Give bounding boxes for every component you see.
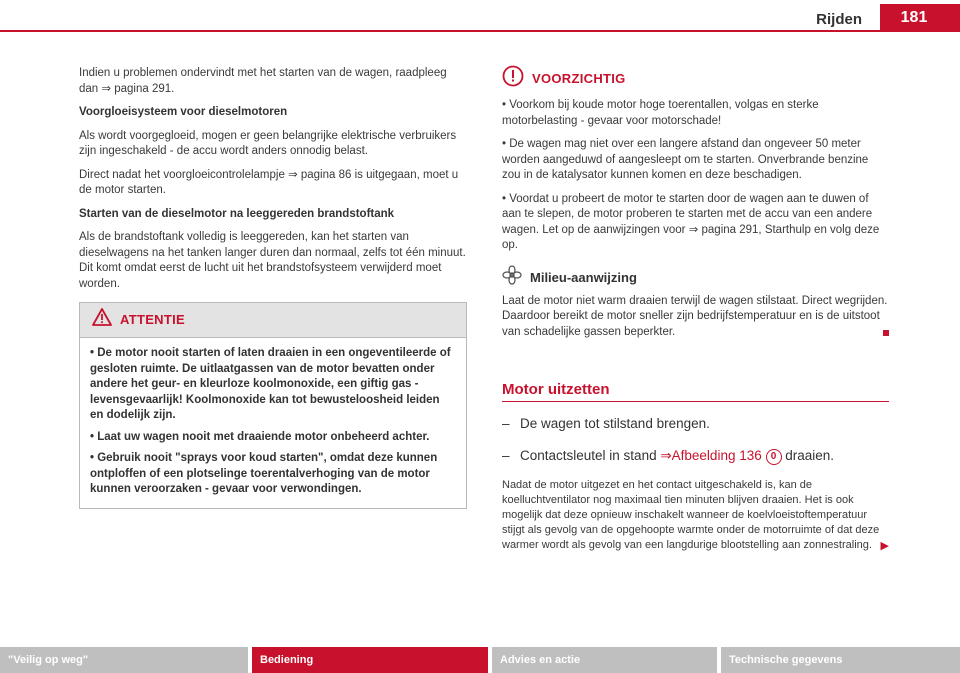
warning-title: ATTENTIE <box>120 312 185 328</box>
header-section-title: Rijden <box>816 11 862 28</box>
warning-box <box>79 302 467 509</box>
right-column <box>502 66 889 561</box>
end-of-section-marker <box>883 330 889 336</box>
warning-triangle-icon <box>92 308 112 332</box>
environment-paragraph: Laat de motor niet warm draaien terwijl de wagen stilstaat. Direct wegrijden. Daardoor bereikt de motor sneller zijn bedrijfstemperatuur en is de uitstoot van schadelijke gassen beperkter. <box>502 294 888 338</box>
footer-tab-operation[interactable]: Bediening <box>252 647 488 673</box>
step-text: Contactsleutel in stand <box>520 447 661 463</box>
header-rule <box>0 30 960 32</box>
figure-link[interactable]: ⇒Afbeelding 136 <box>660 447 762 463</box>
warning-body <box>80 338 466 508</box>
page-number: 181 <box>880 4 960 30</box>
environment-title: Milieu-aanwijzing <box>530 269 637 285</box>
step-item <box>502 446 889 466</box>
section-heading: Motor uitzetten <box>502 382 889 402</box>
caution-exclamation-icon <box>502 65 524 93</box>
warning-bullet: • De motor nooit starten of laten draaien in een ongeventileerde of gesloten ruimte. De uitlaatgassen van de motor bevatten onder andere het geur- en kleurloze koolmonoxide, een giftig gas - levensgevaarlijk! Koolmonoxide kan tot bewusteloosheid leiden en dodelijk zijn. <box>90 347 451 421</box>
step-dash: – <box>502 415 510 431</box>
heading-empty-tank: Starten van de dieselmotor na leeggereden brandstoftank <box>79 207 395 220</box>
caution-title: VOORZICHTIG <box>532 71 626 87</box>
footer-tab-safety[interactable]: "Veilig op weg" <box>0 647 248 673</box>
continue-arrow-icon: ▶ <box>880 539 889 552</box>
environment-header <box>502 266 889 290</box>
heading-preglow: Voorgloeisysteem voor dieselmotoren <box>79 106 288 118</box>
fan-note <box>502 478 889 553</box>
caution-bullet: • De wagen mag niet over een langere afstand dan ongeveer 50 meter worden aangeduwd of aangesleept om te starten. Onverbrande benzine zou in de katalysator kunnen komen en deze beschadigen. <box>502 138 869 181</box>
footer-nav <box>0 647 960 673</box>
position-marker: 0 <box>766 449 782 465</box>
fan-note-text: Nadat de motor uitgezet en het contact uitgeschakeld is, kan de koelluchtventilator nog maximaal tien minuten blijven draaien. Het is ook mogelijk dat deze opnieuw inschakelt wanneer de koelvloeistoftemperatuur stijgt als gevolg van de opgehoopte warmte onder de motorruimte of dat deze warmer wordt als gevolg van een langdurige blootstelling aan zonnestraling. <box>502 478 880 551</box>
caution-bullet: • Voorkom bij koude motor hoge toerentallen, volgas en sterke motorbelasting - gevaar voor motorschade! <box>502 99 819 127</box>
step-text-end: draaien. <box>781 447 835 463</box>
footer-tab-advice[interactable]: Advies en actie <box>492 647 717 673</box>
footer-tab-technical[interactable]: Technische gegevens <box>721 647 960 673</box>
warning-header <box>80 303 466 338</box>
preglow-lamp-paragraph: Direct nadat het voorgloeicontrolelampje ⇒ pagina 86 is uitgegaan, moet u de motor starten. <box>79 168 459 196</box>
preglow-paragraph: Als wordt voorgegloeid, mogen er geen belangrijke elektrische verbruikers zijn ingeschakeld - de accu wordt anders onnodig belast. <box>79 129 457 157</box>
intro-paragraph: Indien u problemen ondervindt met het starten van de wagen, raadpleeg dan ⇒ pagina 291. <box>79 67 447 95</box>
step-text: De wagen tot stilstand brengen. <box>520 415 710 431</box>
step-dash: – <box>502 447 510 463</box>
warning-bullet: • Laat uw wagen nooit met draaiende motor onbeheerd achter. <box>90 430 430 443</box>
warning-bullet: • Gebruik nooit "sprays voor koud starten", omdat deze kunnen ontploffen of een plotselinge toerentalverhoging van de motor kunnen veroorzaken - gevaar voor verwondingen. <box>90 452 438 495</box>
step-item <box>502 414 889 434</box>
flower-icon <box>502 265 522 291</box>
empty-tank-paragraph: Als de brandstoftank volledig is leeggereden, kan het starten van dieselwagens na het tanken langer duren dan normaal, zelfs tot één minuut. Dit komt omdat eerst de lucht uit het brandstofsysteem verwijderd moet worden. <box>79 231 466 290</box>
caution-bullet: • Voordat u probeert de motor te starten door de wagen aan te duwen of aan te slepen, de motor proberen te starten met de accu van een andere wagen. Let op de aanwijzingen voor ⇒ pagina 291, Starthulp en volg deze op. <box>502 192 880 251</box>
environment-text <box>502 294 889 341</box>
caution-header <box>502 66 889 92</box>
left-column <box>79 66 467 509</box>
